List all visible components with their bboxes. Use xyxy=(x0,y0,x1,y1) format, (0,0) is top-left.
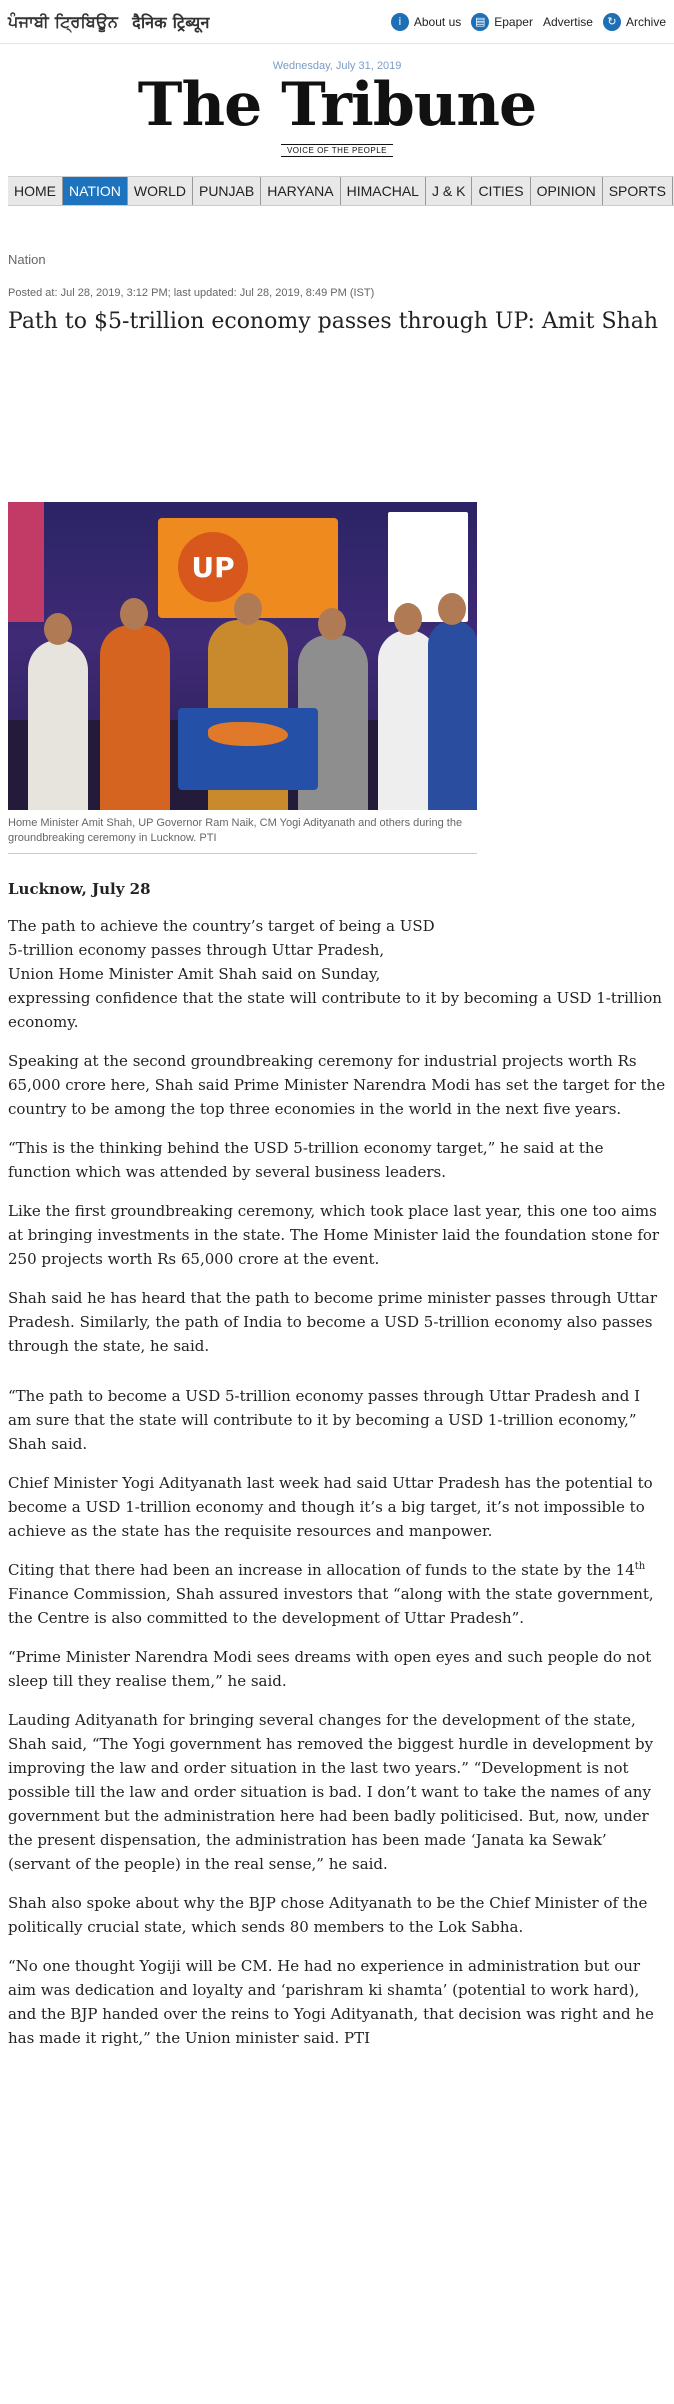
paragraph-7: Chief Minister Yogi Adityanath last week had said Uttar Pradesh has the potential to become a USD 1-trillion economy and though it’s a big target, it’s not impossible to achieve as the state has the requisite resources and manpower. xyxy=(8,1474,653,1540)
photo-head xyxy=(120,598,148,630)
photo-head xyxy=(234,593,262,625)
photo-head xyxy=(394,603,422,635)
sister-papers xyxy=(8,11,210,33)
paragraph-12: “No one thought Yogiji will be CM. He had no experience in administration but our aim was dedication and loyalty and ‘parishram ki shamta’ (potential to work hard), and the BJP handed over the reins to Yogi Adityanath, that decision was right and he has made it right,” the Union minister said. PTI xyxy=(8,1957,654,2047)
paragraph-1-line: The path to achieve the country’s target of being a USD xyxy=(8,917,435,935)
current-date: Wednesday, July 31, 2019 xyxy=(272,60,402,72)
advertise-label: Advertise xyxy=(542,14,593,29)
nav-opinion[interactable]: OPINION xyxy=(531,177,603,205)
nav-home[interactable]: HOME xyxy=(8,177,63,205)
archive-icon: ↻ xyxy=(603,13,621,31)
epaper-label: Epaper xyxy=(494,14,533,29)
article-photo xyxy=(8,502,477,810)
up-logo-mark: UP xyxy=(178,532,248,602)
info-icon: i xyxy=(391,13,409,31)
ordinal-suffix: th xyxy=(634,1561,646,1572)
paragraph-8-end: Finance Commission, Shah assured investors that “along with the state government, the Centre is also committed to the development of Uttar Pradesh”. xyxy=(8,1585,654,1627)
paragraph-8 xyxy=(8,1558,666,1630)
nav-sports[interactable]: SPORTS xyxy=(603,177,673,205)
about-us-label: About us xyxy=(413,14,462,29)
tribune-logo[interactable]: The Tribune xyxy=(137,70,537,140)
nav-jk[interactable]: J & K xyxy=(426,177,472,205)
article-body xyxy=(8,880,666,2065)
paragraph-6: “The path to become a USD 5-trillion economy passes through Uttar Pradesh and I am sure that the state will contribute to it by becoming a USD 1-trillion economy,” Shah said. xyxy=(8,1387,641,1453)
advertise-link[interactable] xyxy=(543,15,593,29)
paragraph-11: Shah also spoke about why the BJP chose Adityanath to be the Chief Minister of the politically crucial state, which sends 80 members to the Lok Sabha. xyxy=(8,1894,648,1936)
epaper-link[interactable] xyxy=(471,13,533,31)
tagline: VOICE OF THE PEOPLE xyxy=(281,144,393,157)
archive-label: Archive xyxy=(625,14,666,29)
paragraph-3: “This is the thinking behind the USD 5-trillion economy target,” he said at the function which was attended by several business leaders. xyxy=(8,1139,604,1181)
about-us-link[interactable] xyxy=(391,13,461,31)
paragraph-9: “Prime Minister Narendra Modi sees dreams with open eyes and such people do not sleep till they realise them,” he said. xyxy=(8,1648,652,1690)
archive-link[interactable] xyxy=(603,13,666,31)
posted-timestamp: Posted at: Jul 28, 2019, 3:12 PM; last updated: Jul 28, 2019, 8:49 PM (IST) xyxy=(8,287,375,299)
paragraph-2: Speaking at the second groundbreaking ceremony for industrial projects worth Rs 65,000 crore here, Shah said Prime Minister Narendra Modi has set the target for the country to be among the top three economies in the world in the next five years. xyxy=(8,1052,666,1118)
paragraph-1-line: Union Home Minister Amit Shah said on Sunday, xyxy=(8,965,381,983)
photo-person xyxy=(28,640,88,810)
dainik-tribune-link[interactable]: दैनिक ट्रिब्यून xyxy=(132,12,210,32)
photo-podium xyxy=(178,708,318,790)
article-container xyxy=(8,250,666,2047)
newspaper-icon: ▤ xyxy=(471,13,489,31)
photo-caption: Home Minister Amit Shah, UP Governor Ram Naik, CM Yogi Adityanath and others during the groundbreaking ceremony in Lucknow. PTI xyxy=(8,810,477,854)
nav-himachal[interactable]: HIMACHAL xyxy=(341,177,426,205)
article-headline: Path to $5-trillion economy passes through UP: Amit Shah xyxy=(8,309,659,334)
photo-head xyxy=(318,608,346,640)
paragraph-4: Like the first groundbreaking ceremony, which took place last year, this one too aims at bringing investments in the state. The Home Minister laid the foundation stone for 250 projects worth Rs 65,000 crore at the event. xyxy=(8,1202,660,1268)
paragraph-10: Lauding Adityanath for bringing several changes for the development of the state, Shah said, “The Yogi government has removed the biggest hurdle in development by improving the law and order situation in the last two years.” “Development is not possible till the law and order situation is bad. I don’t want to take the names of any government but the administration here had been badly politicised. But, now, under the present dispensation, the administration has been made ‘Janata ka Sewak’ (servant of the people) in the real sense,” he said. xyxy=(8,1711,654,1873)
punjabi-tribune-link[interactable]: ਪੰਜਾਬੀ ਟ੍ਰਿਬਿਊਨ xyxy=(8,11,119,31)
paragraph-1-line: expressing confidence that the state will contribute to it by becoming a USD 1-trillion economy. xyxy=(8,989,662,1031)
nav-nation[interactable]: NATION xyxy=(63,177,128,205)
article-figure xyxy=(8,502,477,854)
paragraph-1 xyxy=(8,914,666,1034)
section-label[interactable]: Nation xyxy=(8,252,46,267)
paragraph-1-line: 5-trillion economy passes through Uttar Pradesh, xyxy=(8,941,385,959)
photo-person xyxy=(428,620,477,810)
paragraph-5: Shah said he has heard that the path to become prime minister passes through Uttar Pradesh. Similarly, the path of India to become a USD 5-trillion economy also passes through the state, he said. xyxy=(8,1289,658,1355)
nav-haryana[interactable]: HARYANA xyxy=(261,177,340,205)
photo-head xyxy=(44,613,72,645)
top-links xyxy=(391,13,666,31)
masthead xyxy=(0,44,674,162)
photo-banner-left xyxy=(8,502,44,622)
top-bar xyxy=(0,0,674,44)
nav-cities[interactable]: CITIES xyxy=(472,177,530,205)
photo-person xyxy=(100,625,170,810)
main-nav xyxy=(8,176,674,206)
nav-punjab[interactable]: PUNJAB xyxy=(193,177,261,205)
paragraph-8-start: Citing that there had been an increase in allocation of funds to the state by the 14 xyxy=(8,1561,635,1579)
nav-world[interactable]: WORLD xyxy=(128,177,193,205)
dateline: Lucknow, July 28 xyxy=(8,880,151,898)
photo-head xyxy=(438,593,466,625)
